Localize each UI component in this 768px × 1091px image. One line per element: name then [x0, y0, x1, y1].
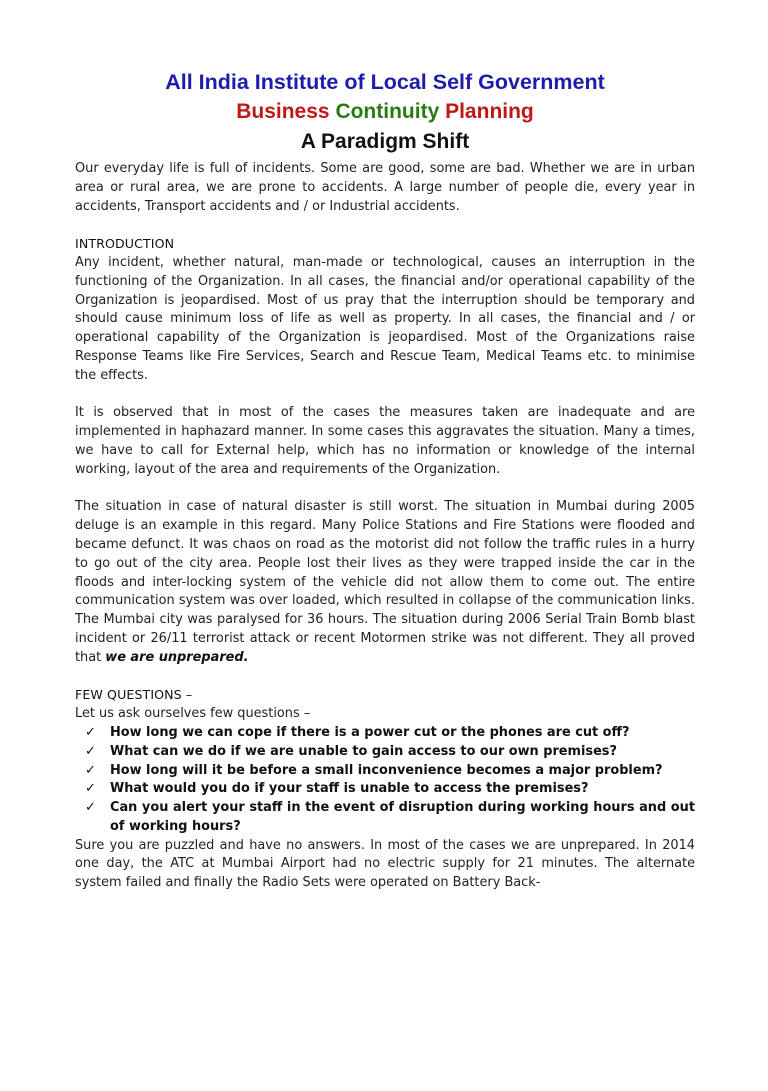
questions-closing: Sure you are puzzled and have no answers. In most of the cases we are unprepared. In 2014 one day, the ATC at Mumbai Airport had no electric supply for 21 minutes. The alternate system failed and finally the Radio Sets were operated on Battery Back-	[75, 837, 695, 891]
unprepared-emphasis: we are unprepared.	[105, 649, 249, 665]
document-title	[75, 97, 695, 127]
checkmark-icon: ✓	[85, 800, 96, 816]
question-item: ✓ Can you alert your staff in the event of disruption during working hours and out of working hours?	[85, 800, 695, 834]
questions-lead: Let us ask ourselves few questions –	[75, 706, 311, 722]
title-word-continuity: Continuity	[335, 100, 440, 123]
questions-heading: FEW QUESTIONS –	[75, 687, 193, 703]
introduction-heading: INTRODUCTION	[75, 236, 175, 252]
institute-title: All India Institute of Local Self Government	[165, 70, 605, 94]
question-item: ✓ How long will it be before a small inconvenience becomes a major problem?	[85, 762, 695, 781]
intro-paragraph: Our everyday life is full of incidents. Some are good, some are bad. Whether we are in urban area or rural area, we are prone to accidents. A large number of people die, every year in accidents, Transport accidents and / or Industrial accidents.	[75, 161, 695, 214]
question-item: ✓ What can we do if we are unable to gain access to our own premises?	[85, 743, 695, 762]
checkmark-icon: ✓	[85, 743, 96, 759]
document-subtitle: A Paradigm Shift	[300, 130, 470, 153]
document-body	[75, 160, 695, 893]
checkmark-icon: ✓	[85, 724, 96, 740]
checkmark-icon: ✓	[85, 762, 96, 778]
introduction-paragraph-3	[75, 498, 695, 667]
document-page	[0, 67, 768, 1091]
checkmark-icon: ✓	[85, 781, 96, 797]
question-item: ✓ What would you do if your staff is unable to access the premises?	[85, 780, 695, 799]
questions-list	[75, 724, 695, 837]
title-word-planning: Planning	[445, 100, 534, 123]
paragraph-3-text: The situation in case of natural disaster is still worst. The situation in Mumbai during 2005 deluge is an example in this regard. Many Police Stations and Fire Stations were flooded and became defunct. It was chaos on road as the motorist did not follow the traffic rules in a hurry to go out of the city area. People lost their lives as they were trapped inside the car in the floods and inter-locking system of the vehicle did not allow them to come out. The entire communication system was over loaded, which resulted in collapse of the communication links. The Mumbai city was paralysed for 36 hours. The situation during 2006 Serial Train Bomb blast incident or 26/11 terrorist attack or recent Motormen strike was not different. They all proved that	[75, 499, 695, 665]
question-item: ✓ How long we can cope if there is a power cut or the phones are cut off?	[85, 724, 695, 743]
introduction-paragraph-1: Any incident, whether natural, man-made or technological, causes an interruption in the functioning of the Organization. In all cases, the financial and/or operational capability of the Organization is jeopardised. Most of us pray that the interruption should be temporary and should cause minimum loss of life as well as property. In all cases, the financial and / or operational capability of the Organization is jeopardised. Most of the Organizations raise Response Teams like Fire Services, Search and Rescue Team, Medical Teams etc. to minimise the effects.	[75, 254, 695, 383]
title-word-business: Business	[236, 100, 330, 123]
introduction-paragraph-2: It is observed that in most of the cases the measures taken are inadequate and are implemented in haphazard manner. In some cases this aggravates the situation. Many a times, we have to call for External help, which has no information or knowledge of the internal working, layout of the area and requirements of the Organization.	[75, 405, 695, 477]
